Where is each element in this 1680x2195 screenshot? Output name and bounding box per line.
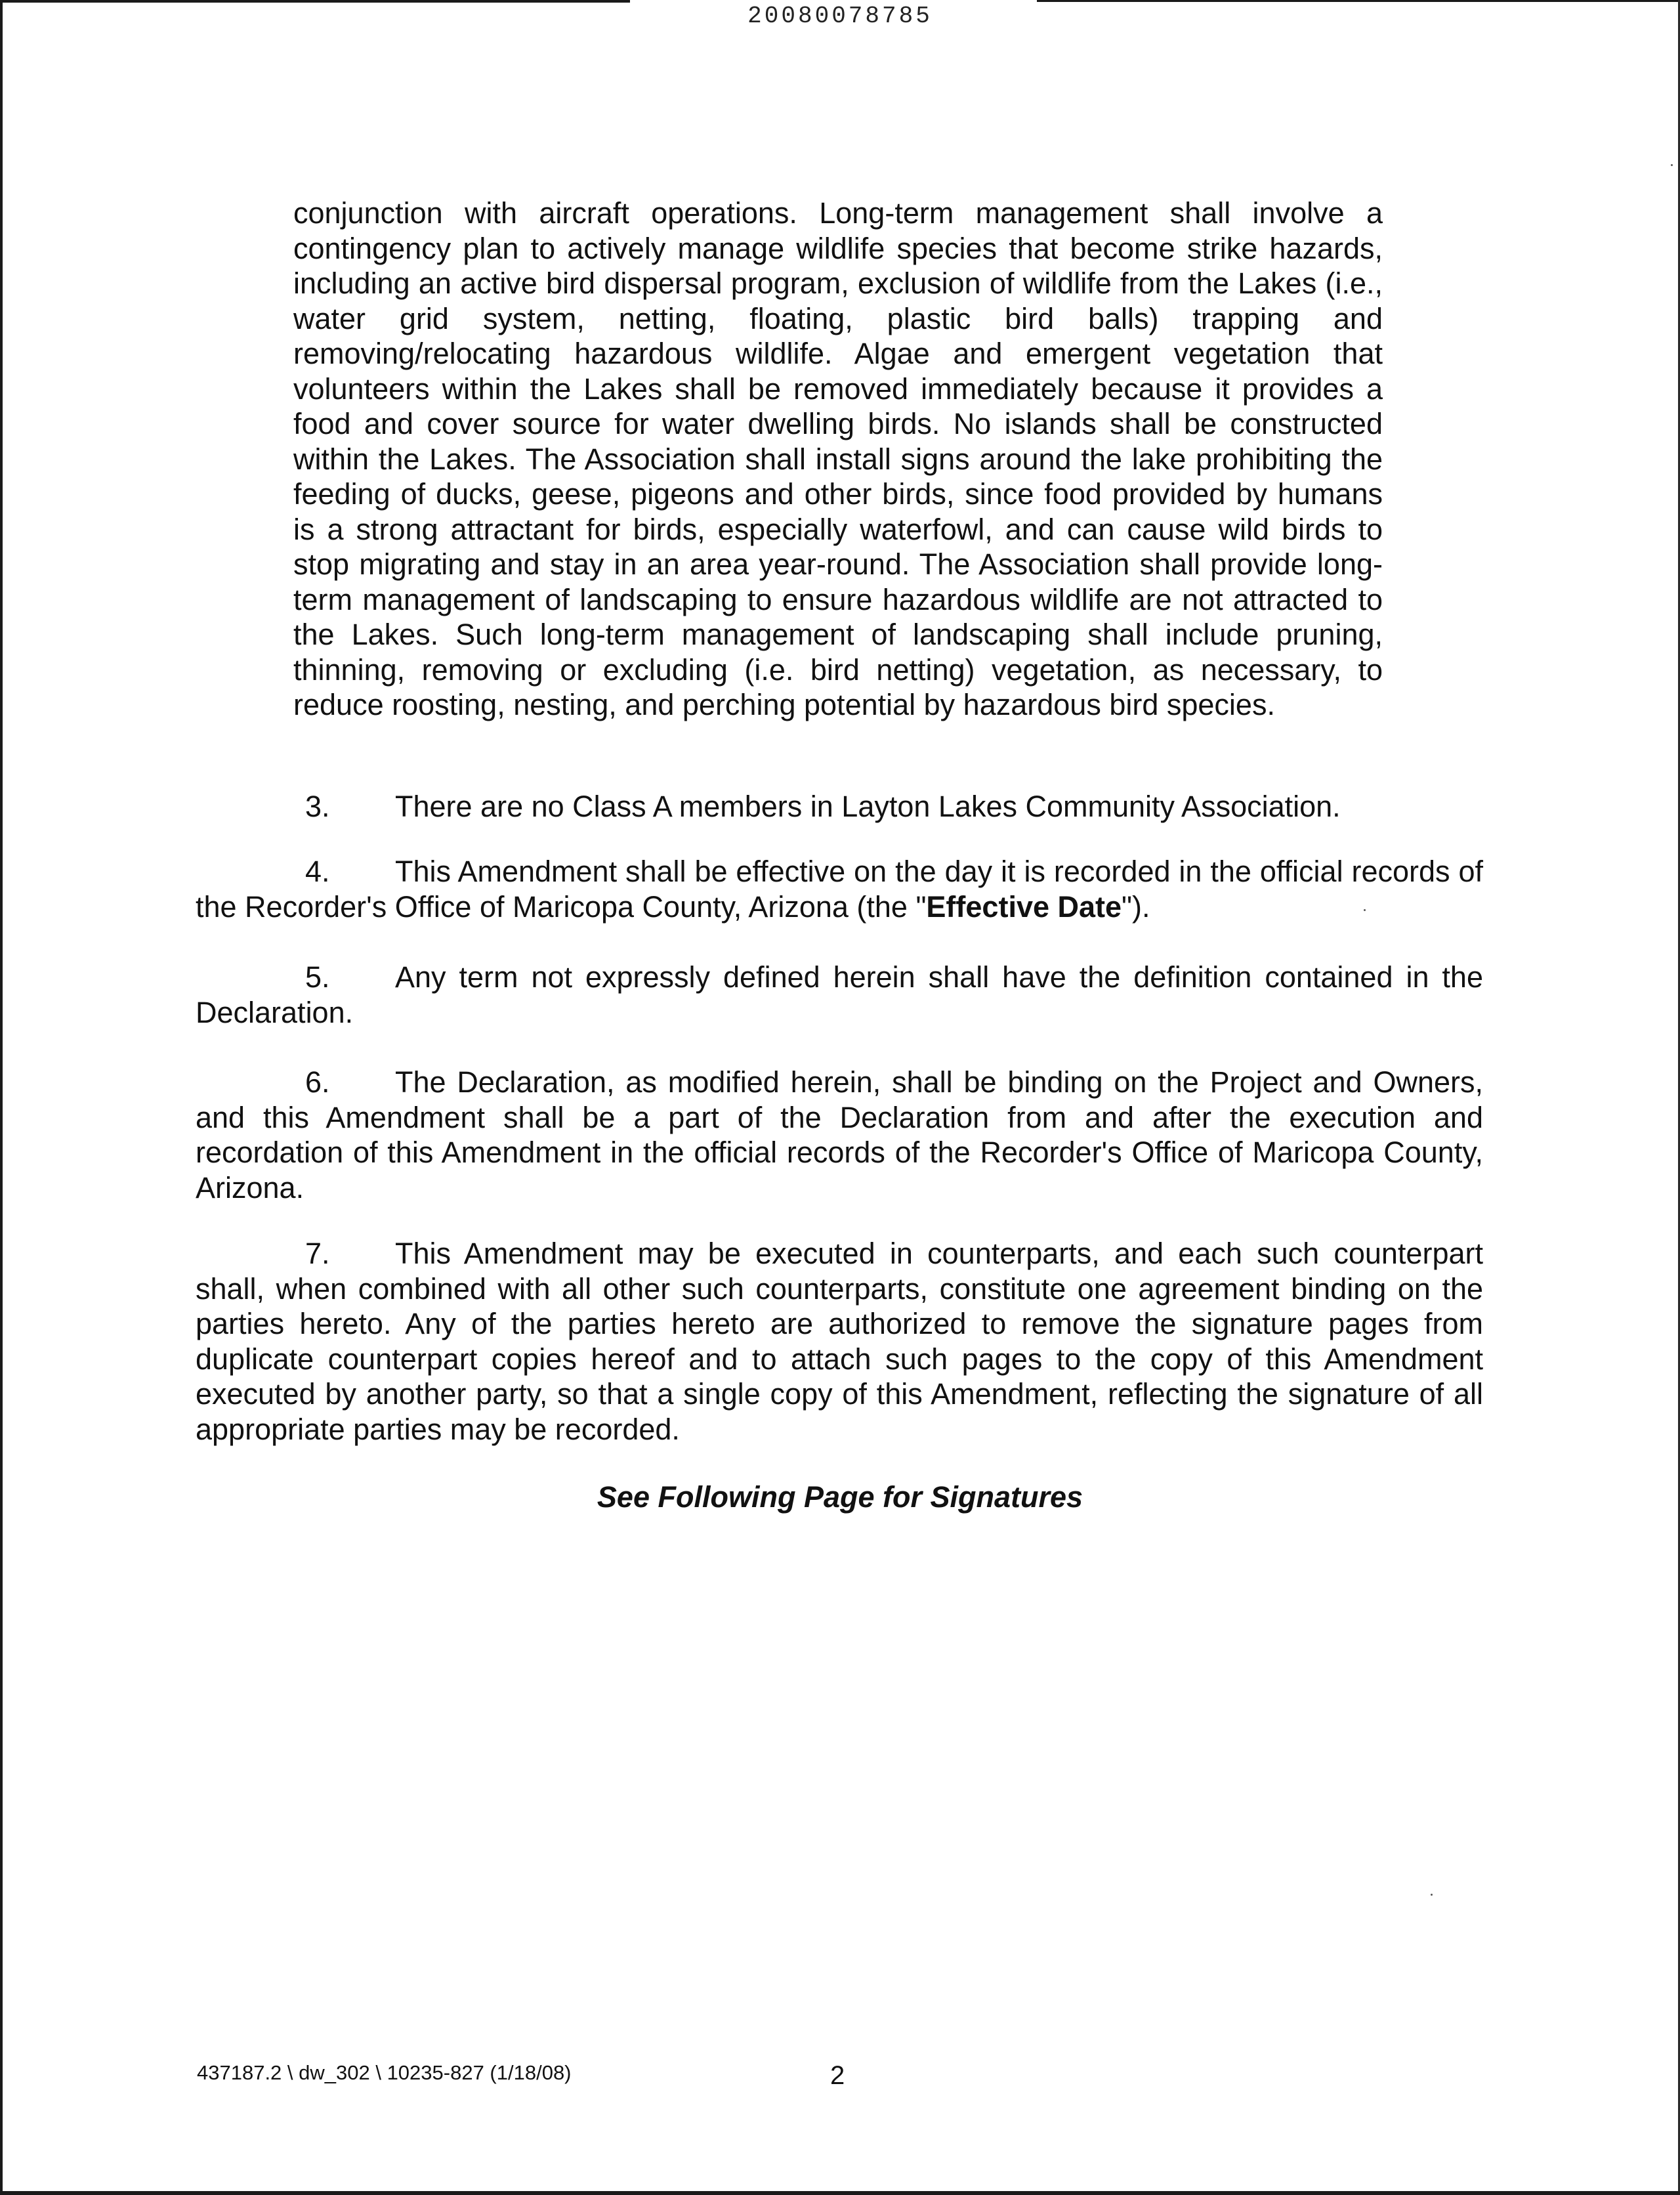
continuation-paragraph: conjunction with aircraft operations. Long-term management shall involve a contingency plan to actively manage wildlife species that become strike hazards, including an active bird dispersal program, exclusion of wildlife from the Lakes (i.e., water grid system, netting, floating, plastic bird balls) trapping and removing/relocating hazardous wildlife. Algae and emergent vegetation that volunteers within the Lakes shall be removed immediately because it provides a food and cover source for water dwelling birds. No islands shall be constructed within the Lakes. The Association shall install signs around the lake prohibiting the feeding of ducks, geese, pigeons and other birds, since food provided by humans is a strong attractant for birds, especially waterfowl, and can cause wild birds to stop migrating and stay in an area year-round. The Association shall provide long-term management of landscaping to ensure hazardous wildlife are not attracted to the Lakes. Such long-term management of landscaping shall include pruning, thinning, removing or excluding (i.e. bird netting) vegetation, as necessary, to reduce roosting, nesting, and perching potential by hazardous bird species. <box>293 196 1383 721</box>
paragraph-number: 7. <box>305 1237 330 1270</box>
paragraph-text: This Amendment may be executed in counterparts, and each such counterpart shall, when combined with all other such counterparts, constitute one agreement binding on the parties hereto. Any of the parties hereto are authorized to remove the signature pages from duplicate counterpart copies hereof and to attach such pages to the copy of this Amendment executed by another party, so that a single copy of this Amendment, reflecting the signature of all appropriate parties may be recorded. <box>196 1237 1483 1446</box>
paragraph-3 <box>196 789 1483 824</box>
paragraph-4 <box>196 854 1483 924</box>
scan-speck <box>1671 164 1673 166</box>
signature-notice: See Following Page for Signatures <box>597 1480 1083 1514</box>
scan-speck <box>1364 909 1366 911</box>
scan-border-bottom <box>0 2191 1680 2195</box>
scan-speck <box>1431 1894 1433 1896</box>
paragraph-text: There are no Class A members in Layton Lakes Community Association. <box>395 790 1341 823</box>
paragraph-number: 3. <box>305 790 330 823</box>
page-number: 2 <box>830 2061 845 2090</box>
paragraph-5 <box>196 960 1483 1030</box>
paragraph-text-end: "). <box>1122 889 1150 924</box>
paragraph-text: The Declaration, as modified herein, shall be binding on the Project and Owners, and this Amendment shall be a part of the Declaration from and after the execution and recordation of this Amendment in the official records of the Recorder's Office of Maricopa County, Arizona. <box>196 1065 1483 1204</box>
paragraph-7 <box>196 1236 1483 1447</box>
scan-border-left <box>0 0 3 2195</box>
paragraph-number: 5. <box>305 960 330 994</box>
paragraph-number: 6. <box>305 1065 330 1099</box>
scan-border-top-right <box>1037 0 1680 2</box>
footer-document-id: 437187.2 \ dw_302 \ 10235-827 (1/18/08) <box>197 2061 572 2084</box>
effective-date-term: Effective Date <box>926 889 1122 924</box>
paragraph-number: 4. <box>305 855 330 888</box>
recording-number: 20080078785 <box>747 3 933 30</box>
paragraph-6 <box>196 1065 1483 1205</box>
paragraph-text: This Amendment shall be effective on the day it is recorded in the official records of the Recorder's Office of Maricopa County, Arizona (the " <box>196 855 1483 924</box>
paragraph-text: Any term not expressly defined herein shall have the definition contained in the Declaration. <box>196 960 1483 1029</box>
